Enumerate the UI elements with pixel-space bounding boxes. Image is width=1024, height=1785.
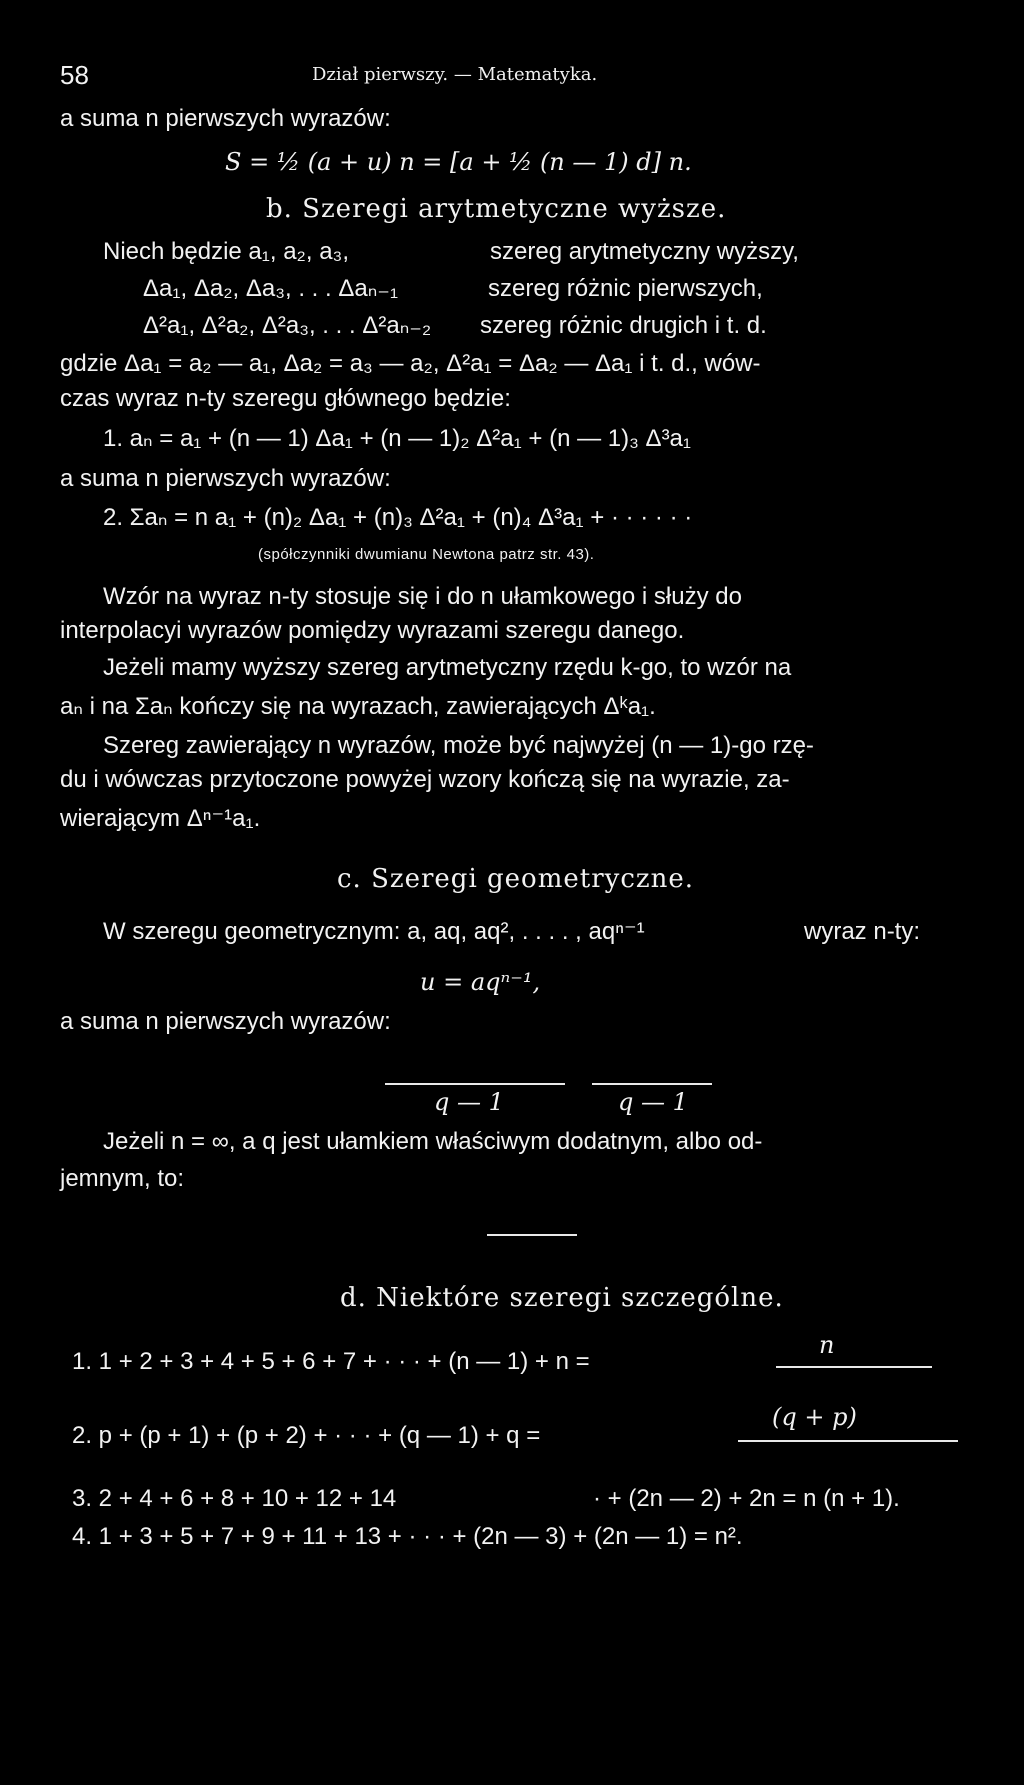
text-line: du i wówczas przytoczone powyżej wzory kończą się na wyrazie, za-: [60, 766, 790, 793]
text-line: szereg różnic drugich i t. d.: [480, 312, 767, 339]
text-line: wierającym Δⁿ⁻¹a₁.: [60, 805, 261, 832]
formula-1: 1. aₙ = a₁ + (n — 1) Δa₁ + (n — 1)₂ Δ²a₁ + (n — 1)₃ Δ³a₁: [103, 425, 691, 452]
page-number: 58: [60, 60, 89, 90]
denominator: q — 1: [618, 1088, 688, 1116]
text-line: wyraz n-ty:: [804, 918, 921, 945]
numerator: (q + p): [772, 1403, 857, 1431]
formula-2: 2. Σaₙ = n a₁ + (n)₂ Δa₁ + (n)₃ Δ²a₁ + (n)₄ Δ³a₁ + · · · · · ·: [103, 504, 693, 531]
text-line: Niech będzie a₁, a₂, a₃,: [103, 238, 349, 265]
text-line: interpolacyi wyrazów pomiędzy wyrazami szeregu danego.: [60, 617, 685, 644]
text-line: szereg arytmetyczny wyższy,: [490, 238, 799, 265]
text-line: a suma n pierwszych wyrazów:: [60, 465, 391, 492]
text-line: Jeżeli mamy wyższy szereg arytmetyczny rzędu k-go, to wzór na: [103, 654, 792, 681]
text-line: Jeżeli n = ∞, a q jest ułamkiem właściwym dodatnym, albo od-: [103, 1128, 763, 1155]
footnote-line: (spółczynniki dwumianu Newtona patrz str. 43).: [258, 546, 595, 563]
section-heading-d: d. Niektóre szeregi szczególne.: [340, 1283, 784, 1313]
numerator: n: [819, 1331, 835, 1359]
text-line: Wzór na wyraz n-ty stosuje się i do n ułamkowego i służy do: [103, 583, 742, 610]
text-line: aₙ i na Σaₙ kończy się na wyrazach, zawierających Δᵏa₁.: [60, 693, 656, 720]
series-4: 4. 1 + 3 + 5 + 7 + 9 + 11 + 13 + · · · + (2n — 3) + (2n — 1) = n².: [72, 1523, 743, 1550]
text-line: szereg różnic pierwszych,: [488, 275, 763, 302]
fraction-bar: [385, 1083, 565, 1085]
fraction-bar: [592, 1083, 712, 1085]
text-line: Szereg zawierający n wyrazów, może być najwyżej (n — 1)-go rzę-: [103, 732, 814, 759]
section-heading-c: c. Szeregi geometryczne.: [337, 864, 694, 894]
text-line: a suma n pierwszych wyrazów:: [60, 105, 391, 132]
series-2: 2. p + (p + 1) + (p + 2) + · · · + (q — 1) + q =: [72, 1422, 541, 1449]
text-line: gdzie Δa₁ = a₂ — a₁, Δa₂ = a₃ — a₂, Δ²a₁ = Δa₂ — Δa₁ i t. d., wów-: [60, 350, 761, 377]
text-line: a suma n pierwszych wyrazów:: [60, 1008, 391, 1035]
text-line: jemnym, to:: [60, 1165, 185, 1192]
formula-u: u = aqⁿ⁻¹,: [420, 968, 541, 996]
text-line: W szeregu geometrycznym: a, aq, aq², . . . . , aqⁿ⁻¹: [103, 918, 645, 945]
fraction-bar: [738, 1440, 958, 1442]
section-heading-b: b. Szeregi arytmetyczne wyższe.: [266, 194, 727, 224]
text-line: Δa₁, Δa₂, Δa₃, . . . Δaₙ₋₁: [143, 275, 399, 302]
series-3a: 3. 2 + 4 + 6 + 8 + 10 + 12 + 14: [72, 1485, 397, 1512]
formula-sum: S = ½ (a + u) n = [a + ½ (n — 1) d] n.: [225, 148, 692, 176]
fraction-bar: [776, 1366, 932, 1368]
series-1: 1. 1 + 2 + 3 + 4 + 5 + 6 + 7 + · · · + (n — 1) + n =: [72, 1348, 590, 1375]
denominator: q — 1: [434, 1088, 504, 1116]
text-line: czas wyraz n-ty szeregu głównego będzie:: [60, 385, 511, 412]
running-title: Dział pierwszy. — Matematyka.: [312, 64, 598, 85]
separator-rule: [487, 1234, 577, 1236]
text-line: Δ²a₁, Δ²a₂, Δ²a₃, . . . Δ²aₙ₋₂: [143, 312, 432, 339]
series-3b: · + (2n — 2) + 2n = n (n + 1).: [593, 1485, 900, 1512]
